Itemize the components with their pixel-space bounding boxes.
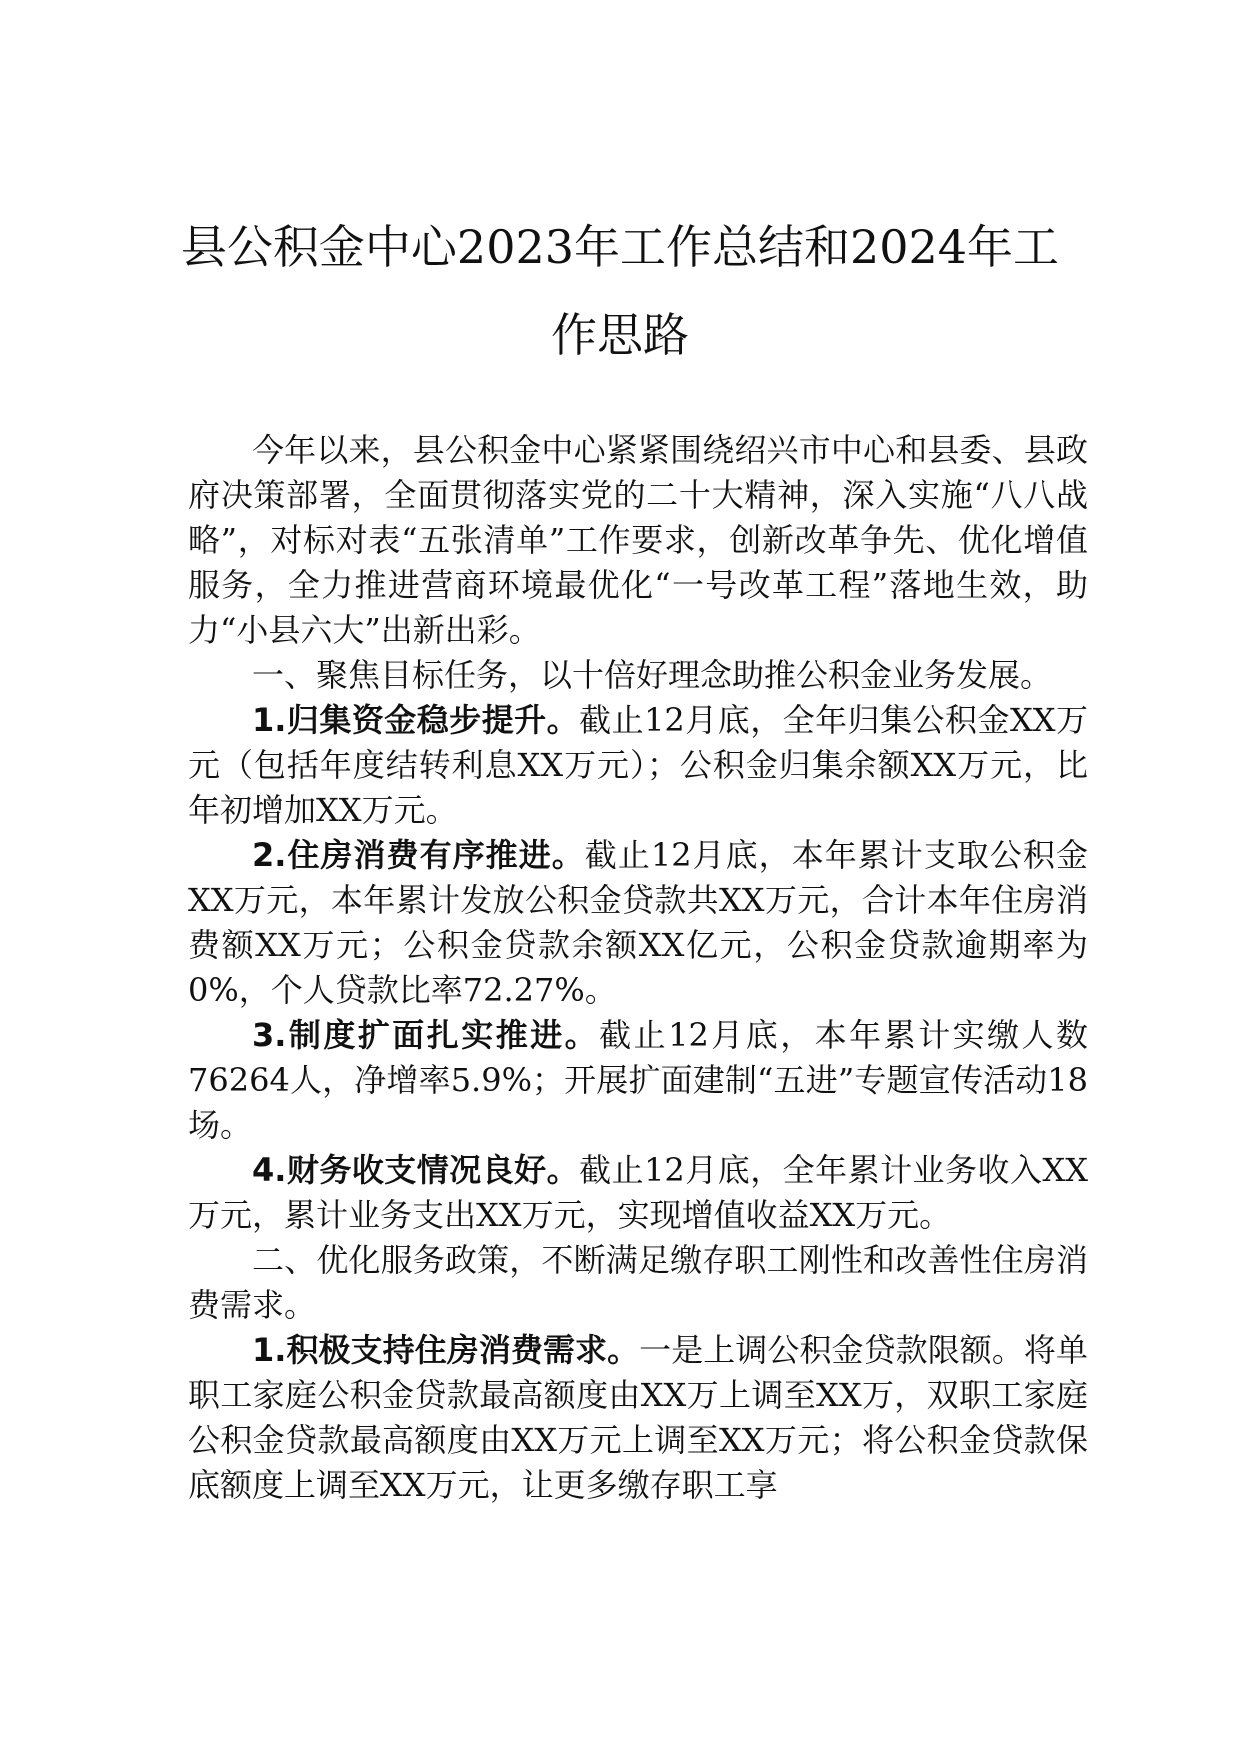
section-1-item-1 xyxy=(188,698,1088,833)
section-1-item-2-text: 截止12月底，本年累计支取公积金XX万元，本年累计发放公积金贷款共XX万元，合计本年住房消费额XX万元；公积金贷款余额XX亿元，公积金贷款逾期率为0%，个人贷款比率72.27%。 xyxy=(188,836,1088,1009)
document-title-line-1: 县公积金中心2023年工作总结和2024年工 xyxy=(180,220,1060,274)
section-1-item-2 xyxy=(188,833,1088,1013)
section-1-item-3-text: 截止12月底，本年累计实缴人数76264人，净增率5.9%；开展扩面建制“五进”专题宣传活动18场。 xyxy=(188,1016,1088,1144)
section-1-item-1-lead: 1.归集资金稳步提升。 xyxy=(252,701,580,739)
section-1-item-2-lead: 2.住房消费有序推进。 xyxy=(252,836,585,874)
section-1-item-3-lead: 3.制度扩面扎实推进。 xyxy=(252,1016,600,1054)
section-1-item-4-text: 截止12月底，全年累计业务收入XX万元，累计业务支出XX万元，实现增值收益XX万元。 xyxy=(188,1151,1088,1234)
section-1-heading: 一、聚焦目标任务，以十倍好理念助推公积金业务发展。 xyxy=(252,656,1053,694)
section-1-item-4 xyxy=(188,1148,1088,1238)
intro-paragraph: 今年以来，县公积金中心紧紧围绕绍兴市中心和县委、县政府决策部署，全面贯彻落实党的二十大精神，深入实施“八八战略”，对标对表“五张清单”工作要求，创新改革争先、优化增值服务，全力推进营商环境最优化“一号改革工程”落地生效，助力“小县六大”出新出彩。 xyxy=(188,431,1088,649)
document-title-line-2: 作思路 xyxy=(551,308,689,362)
section-2-item-1 xyxy=(188,1328,1088,1508)
section-1-item-3 xyxy=(188,1013,1088,1148)
section-2-heading: 二、优化服务政策，不断满足缴存职工刚性和改善性住房消费需求。 xyxy=(188,1241,1088,1324)
section-1-item-4-lead: 4.财务收支情况良好。 xyxy=(252,1151,580,1189)
section-1-item-1-text: 截止12月底，全年归集公积金XX万元（包括年度结转利息XX万元）；公积金归集余额XX万元，比年初增加XX万元。 xyxy=(188,701,1088,829)
document-body xyxy=(188,428,1088,1508)
section-2-item-1-text: 一是上调公积金贷款限额。将单职工家庭公积金贷款最高额度由XX万上调至XX万，双职工家庭公积金贷款最高额度由XX万元上调至XX万元；将公积金贷款保底额度上调至XX万元，让更多缴存职工享 xyxy=(188,1331,1088,1504)
section-2-item-1-lead: 1.积极支持住房消费需求。 xyxy=(252,1331,640,1369)
